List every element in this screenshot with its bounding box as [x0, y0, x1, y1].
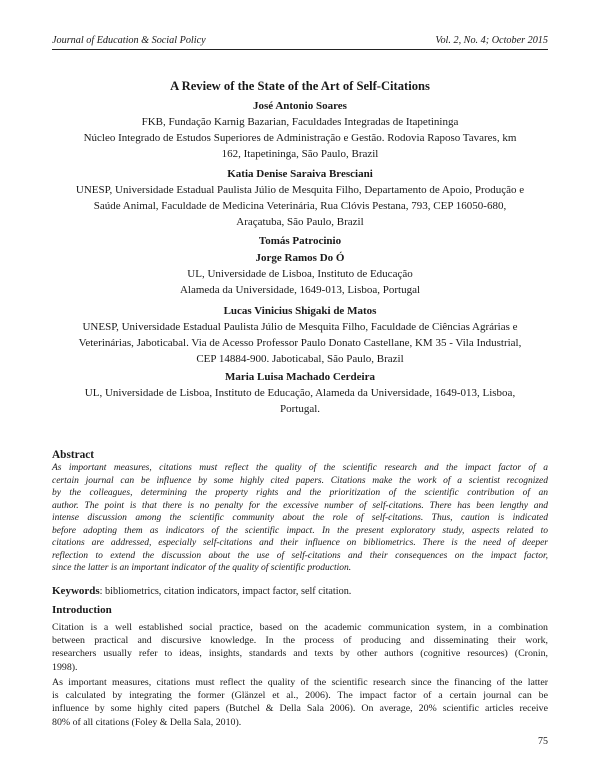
- affiliation-line: 162, Itapetininga, São Paulo, Brazil: [221, 148, 379, 160]
- paragraph-line: 1998).: [52, 661, 78, 673]
- author-block-1: [52, 98, 548, 162]
- affiliation-line: UL, Universidade de Lisboa, Instituto de Educação, Alameda da Universidade, 1649-013, Lisboa,: [84, 387, 516, 399]
- affiliation-line: Saúde Animal, Faculdade de Medicina Veterinária, Rua Clóvis Pestana, 793, CEP 16050-680,: [93, 200, 507, 212]
- author-block-4: [52, 303, 548, 367]
- affiliation-line: CEP 14884-900. Jaboticabal, São Paulo, Brazil: [196, 353, 404, 365]
- paragraph-line: between practical and discursive knowledge. In the process of producing and disseminating their work,: [52, 635, 548, 647]
- paragraph-line: As important measures, citations must reflect the quality of the scientific research since the financing of the latter: [52, 677, 548, 688]
- journal-name: Journal of Education & Social Policy: [52, 35, 206, 46]
- keywords-text: : bibliometrics, citation indicators, impact factor, self citation.: [99, 586, 352, 597]
- abstract-body: [52, 462, 548, 575]
- author-block-2: [52, 166, 548, 230]
- abstract-line: As important measures, citations must reflect the quality of the scientific research and the impact factor of a: [52, 463, 548, 473]
- paper-title: A Review of the State of the Art of Self-Citations: [170, 79, 430, 93]
- author-name: Lucas Vinicius Shigaki de Matos: [223, 305, 377, 317]
- paragraph-line: Citation is a well established social practice, based on the academic communication system, in a combination: [52, 622, 548, 633]
- abstract-line: by the colleagues, determining the property rights and the prioritization of the scientific contribution of an: [52, 488, 548, 498]
- affiliation-line: FKB, Fundação Karnig Bazarian, Faculdades Integradas de Itapetininga: [141, 116, 459, 128]
- author-block-5: [52, 369, 548, 417]
- affiliation-line: UNESP, Universidade Estadual Paulista Júlio de Mesquita Filho, Departamento de Apoio, Produção e: [75, 184, 525, 196]
- abstract-line: author. The point is that there is no penalty for the excessive number of self-citations. There has been lengthy and: [52, 500, 548, 511]
- introduction-heading: Introduction: [52, 604, 112, 616]
- keywords-label: Keywords: [52, 585, 100, 597]
- issue-info: Vol. 2, No. 4; October 2015: [435, 35, 548, 46]
- affiliation-line: UNESP, Universidade Estadual Paulista Júlio de Mesquita Filho, Faculdade de Ciências Agrárias e: [82, 321, 518, 333]
- header-rule: [52, 49, 548, 50]
- affiliation-line: Portugal.: [279, 403, 321, 415]
- paragraph-line: is calculated by integrating the former (Glänzel et al., 2006). The impact factor of a certain journal can be: [52, 690, 548, 702]
- author-name: Maria Luisa Machado Cerdeira: [224, 371, 375, 383]
- affiliation-line: Alameda da Universidade, 1649-013, Lisboa, Portugal: [179, 284, 421, 296]
- keywords: [52, 585, 351, 597]
- page-number: 75: [538, 736, 548, 747]
- abstract-line: before adopting them as indicators of the scientific impact. In the present exploratory study, aspects related to: [52, 525, 548, 536]
- abstract-line: citations are addressed, especially self-citations and their influence on bibliometrics. There is the need of deeper: [52, 538, 548, 548]
- author-name: Jorge Ramos Do Ó: [255, 252, 345, 264]
- abstract-heading: Abstract: [52, 449, 95, 461]
- affiliation-line: Núcleo Integrado de Estudos Superiores de Administração e Gestão. Rodovia Raposo Tavares, km: [83, 132, 517, 144]
- author-name: Katia Denise Saraiva Bresciani: [227, 168, 373, 180]
- abstract-line: certain journal can be influence by some highly cited papers. Citations make the work of a scientist recognized: [52, 475, 548, 486]
- abstract-line: intense discussion among the scientific community about the role of self-citations. Thus, caution is indicated: [52, 513, 548, 523]
- abstract-line: since the latter is an important indicator of the quality of scientific production.: [52, 563, 352, 573]
- author-block-3: [52, 233, 548, 298]
- affiliation-line: Veterinárias, Jaboticabal. Via de Acesso Professor Paulo Donato Castellane, KM 35 - Vila Industrial,: [78, 337, 522, 349]
- author-name: José Antonio Soares: [253, 100, 347, 112]
- affiliation-line: Araçatuba, São Paulo, Brazil: [236, 216, 364, 228]
- paragraph-line: 80% of all citations (Foley & Della Sala, 2010).: [52, 716, 242, 728]
- intro-paragraph-2: [52, 676, 548, 729]
- intro-paragraph-1: [52, 621, 548, 674]
- paragraph-line: researchers usually refer to ideas, insights, standards and texts by other authors (cognitive resources) (Cronin,: [52, 648, 548, 660]
- affiliation-line: UL, Universidade de Lisboa, Instituto de Educação: [187, 268, 413, 280]
- abstract-line: reflection to extend the discussion about the use of self-citations and their consequences on the impact factor,: [52, 550, 548, 561]
- running-header: [52, 35, 548, 48]
- paragraph-line: influence by some highly cited papers (Butchel & Della Sala 2006). On average, 20% scientific articles receive: [52, 703, 548, 715]
- author-name: Tomás Patrocinio: [258, 235, 342, 247]
